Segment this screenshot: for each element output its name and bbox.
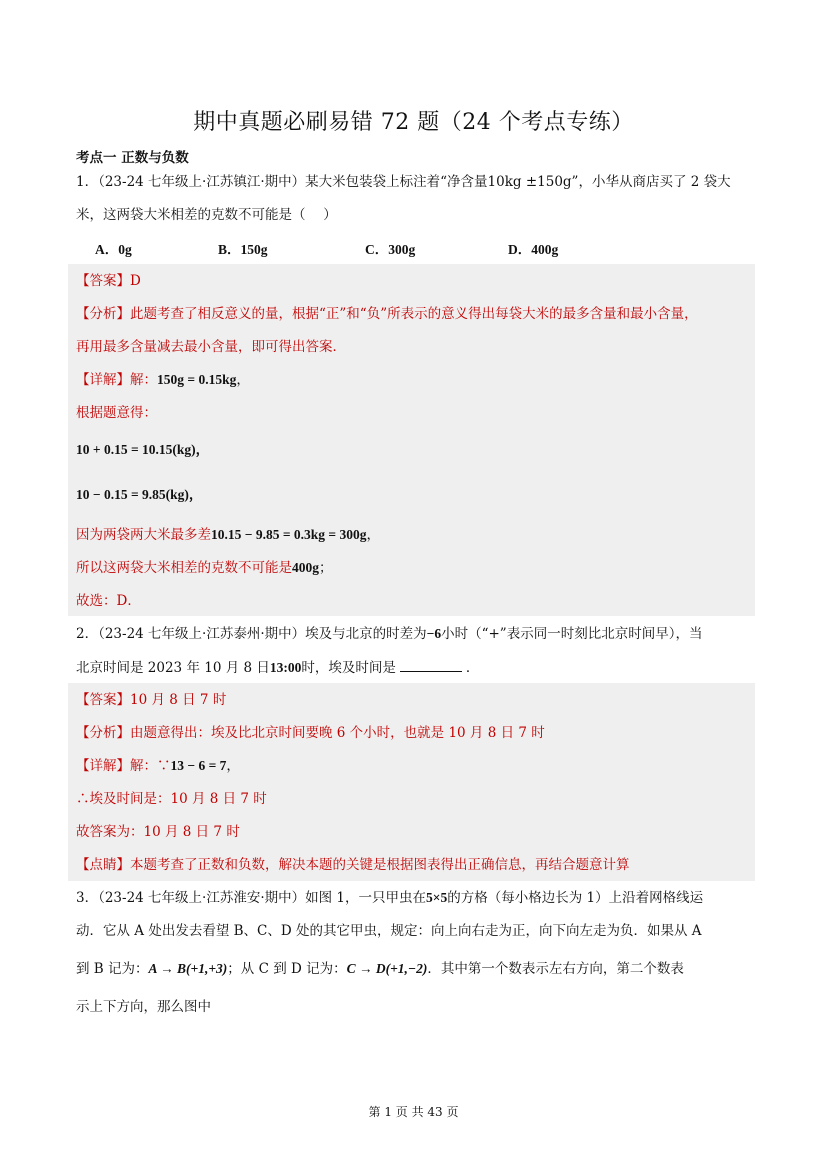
q1-detail	[76, 370, 250, 390]
q3-line3-c: ．其中第一个数表示左右方向，第二个数表	[427, 961, 684, 977]
q1-option-c: C．300g	[365, 242, 416, 257]
step5-end: ；	[319, 560, 333, 576]
answer-value: D	[130, 273, 141, 289]
analysis-tag: 【分析】	[76, 725, 130, 741]
q3-stem-line4: 示上下方向，那么图中	[76, 999, 211, 1015]
step4-text: 因为两袋两大米最多差	[76, 527, 211, 543]
step5-text: 所以这两袋大米相差的克数不可能是	[76, 560, 292, 576]
detail-tag: 【详解】	[76, 758, 130, 774]
q3-line3-b: ；从 C 到 D 记为：	[227, 961, 347, 977]
q2-line2-a: 北京时间是 2023 年 10 月 8 日	[76, 660, 270, 676]
q1-step1: 根据题意得：	[76, 405, 157, 421]
detail-prefix: 解：∵	[130, 758, 171, 774]
detail-equation: 150g = 0.15kg	[157, 372, 237, 387]
analysis-text: 此题考查了相反意义的量，根据“正”和“负”所表示的意义得出每袋大米的最多含量和最小含量，	[130, 306, 698, 322]
analysis-text: 由题意得出：埃及比北京时间要晚 6 个小时，也就是 10 月 8 日 7 时	[130, 725, 545, 741]
q1-option-b: B．150g	[218, 242, 268, 257]
q1-answer	[76, 271, 141, 291]
q3-stem-line1	[76, 888, 703, 908]
q2-step2: 故答案为：10 月 8 日 7 时	[76, 824, 240, 840]
q1-stem-line1: 1．（23-24 七年级上·江苏镇江·期中）某大米包装袋上标注着“净含量10kg ±150g”，小华从商店买了 2 袋大	[76, 174, 731, 190]
answer-value: 10 月 8 日 7 时	[130, 692, 227, 708]
q3-line1-b: 的方格（每小格边长为 1）上沿着网格线运	[447, 890, 704, 906]
step5-equation: 400g	[292, 560, 319, 575]
q2-answer	[76, 690, 226, 710]
q3-stem-line2: 动．它从 A 处出发去看望 B、C、D 处的其它甲虫，规定：向上向右走为正，向下向左走为负．如果从 A	[76, 923, 702, 939]
q2-line2-end: ．	[465, 660, 480, 676]
q3-stem-line3	[76, 959, 684, 979]
q1-step4	[76, 525, 380, 545]
step4-equation: 10.15 − 9.85 = 0.3kg = 300g	[211, 527, 367, 542]
q2-detail	[76, 756, 240, 776]
q1-analysis-line1	[76, 304, 698, 324]
q2-line2-eq: 13:00	[269, 660, 302, 675]
analysis-tag: 【分析】	[76, 306, 130, 322]
q3-line3-a: 到 B 记为：	[76, 961, 149, 977]
q1-step2: 10 + 0.15 = 10.15(kg)，	[76, 442, 210, 457]
q2-solution-block	[68, 683, 755, 881]
q2-line1-b: 小时（“+”表示同一时刻比北京时间早），当	[441, 626, 703, 642]
q1-option-d: D．400g	[508, 242, 559, 257]
q1-step5	[76, 558, 333, 578]
answer-blank[interactable]	[400, 657, 462, 672]
page-footer: 第 1 页 共 43 页	[368, 1105, 459, 1119]
detail-end: ，	[236, 372, 250, 388]
q2-analysis	[76, 723, 545, 743]
detail-equation: 13 − 6 = 7	[170, 758, 227, 773]
page-title: 期中真题必刷易错 72 题（24 个考点专练）	[193, 110, 634, 135]
step4-end: ，	[366, 527, 380, 543]
q3-line3-eq2: C → D(+1,−2)	[346, 961, 428, 976]
comment-tag: 【点睛】	[76, 857, 130, 873]
q2-comment	[76, 855, 630, 875]
q3-line3-eq1: A → B(+1,+3)	[148, 961, 228, 976]
q2-stem-line2	[76, 657, 479, 678]
detail-tag: 【详解】	[76, 372, 130, 388]
q1-step3: 10 − 0.15 = 9.85(kg)，	[76, 487, 203, 502]
q2-stem-line1	[76, 624, 702, 644]
q1-option-a: A．0g	[95, 242, 132, 257]
q2-step1: ∴埃及时间是：10 月 8 日 7 时	[76, 791, 267, 807]
q2-line1-a: 2．（23-24 七年级上·江苏泰州·期中）埃及与北京的时差为	[76, 626, 427, 642]
q2-line1-eq: −6	[426, 626, 442, 641]
comment-text: 本题考查了正数和负数，解决本题的关键是根据图表得出正确信息，再结合题意计算	[130, 857, 630, 873]
q3-line1-a: 3．（23-24 七年级上·江苏淮安·期中）如图 1，一只甲虫在	[76, 890, 427, 906]
answer-tag: 【答案】	[76, 692, 130, 708]
section-heading: 考点一 正数与负数	[76, 150, 189, 166]
q2-line2-b: 时，埃及时间是	[301, 660, 396, 676]
detail-prefix: 解：	[130, 372, 157, 388]
q3-line1-eq: 5×5	[426, 890, 448, 905]
q1-stem-line2: 米，这两袋大米相差的克数不可能是（ ）	[76, 207, 337, 223]
q1-analysis-line2: 再用最多含量减去最小含量，即可得出答案．	[76, 339, 346, 355]
answer-tag: 【答案】	[76, 273, 130, 289]
detail-end: ，	[226, 758, 240, 774]
q1-step6: 故选：D．	[76, 593, 141, 609]
